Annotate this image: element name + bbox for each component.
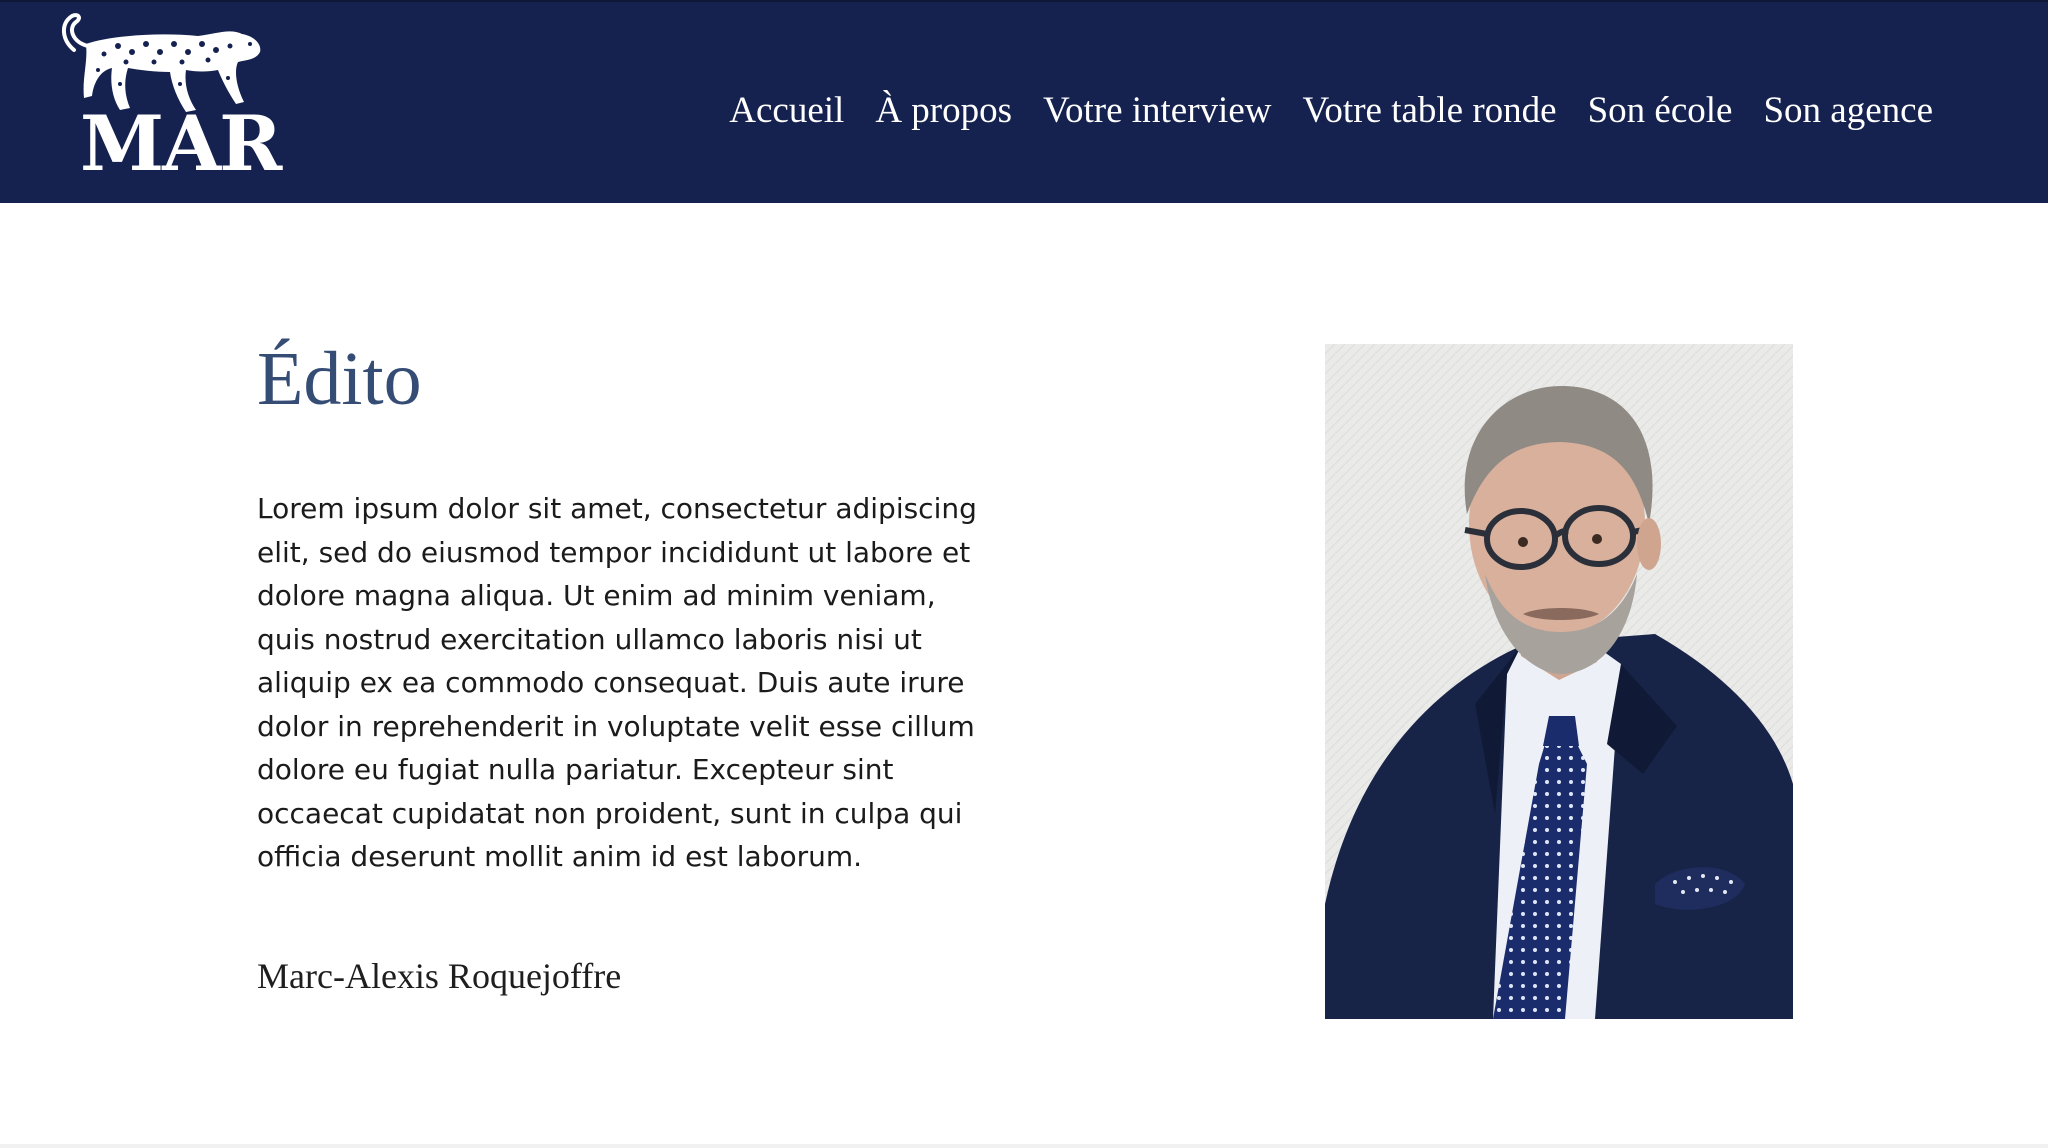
- site-header: [0, 0, 2048, 203]
- page-title: Édito: [257, 337, 422, 421]
- nav-item-accueil: [729, 92, 844, 129]
- portrait-photo: [1325, 344, 1793, 1019]
- header-top-border: [0, 0, 2048, 2]
- edito-section: [0, 203, 2048, 1148]
- edito-body-text: Lorem ipsum dolor sit amet, consectetur adipiscing elit, sed do eiusmod tempor incididunt ut labore et dolore magna aliqua. Ut enim ad minim veniam, quis nostrud exercitation ullamco laboris nisi ut aliquip ex ea commodo consequat. Duis aute irure dolor in reprehenderit in voluptate velit esse cillum dolore eu fugiat nulla pariatur. Excepteur sint occaecat cupidatat non proident, sunt in culpa qui officia deserunt mollit anim id est laborum.: [257, 492, 977, 873]
- nav-link-votre-interview[interactable]: Votre interview: [1043, 90, 1272, 131]
- site-logo[interactable]: [58, 10, 281, 190]
- nav-item-a-propos: [875, 92, 1012, 129]
- nav-link-votre-table-ronde[interactable]: Votre table ronde: [1302, 90, 1557, 131]
- nav-item-son-ecole: [1588, 92, 1733, 129]
- nav-link-accueil[interactable]: Accueil: [729, 90, 845, 131]
- nav-link-a-propos[interactable]: À propos: [875, 90, 1013, 131]
- author-signature: Marc-Alexis Roquejoffre: [257, 956, 622, 996]
- nav-link-son-agence[interactable]: Son agence: [1763, 90, 1933, 131]
- nav-item-son-agence: [1763, 92, 1933, 129]
- nav-item-votre-interview: [1043, 92, 1271, 129]
- nav-item-votre-table-ronde: [1302, 92, 1556, 129]
- footer-divider: [0, 1144, 2048, 1148]
- author-portrait: [1325, 344, 1793, 1019]
- nav-link-son-ecole[interactable]: Son école: [1587, 90, 1733, 131]
- logo-wordmark: MAR: [80, 99, 281, 188]
- main-navigation: [729, 92, 1933, 129]
